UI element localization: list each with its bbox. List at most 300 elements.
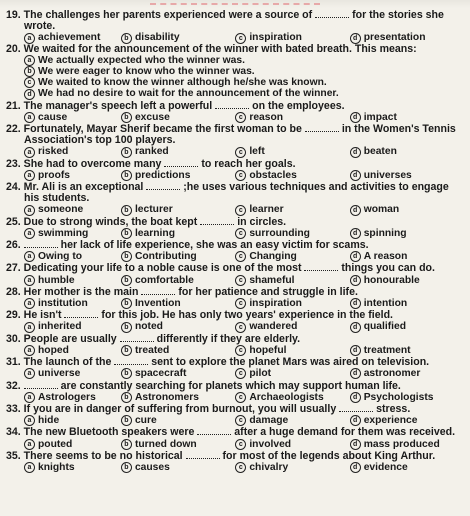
answer-blank[interactable]	[64, 309, 98, 318]
option-d[interactable]	[350, 275, 466, 286]
option-letter-b: b	[121, 205, 132, 216]
answer-blank[interactable]	[339, 403, 373, 412]
question-text: stress.	[373, 402, 411, 415]
option-letter-d: d	[350, 205, 361, 216]
option-a[interactable]	[24, 298, 121, 309]
option-row	[6, 228, 466, 239]
option-a[interactable]	[24, 275, 121, 286]
question-21	[6, 100, 466, 123]
option-letter-a: a	[24, 170, 35, 181]
option-letter-b: b	[121, 170, 132, 181]
option-b[interactable]	[121, 298, 235, 309]
option-c[interactable]	[235, 415, 349, 426]
option-text: ranked	[134, 146, 169, 158]
option-d[interactable]	[350, 228, 466, 239]
question-text: We waited for the announcement of the winner with bated breath. This means:	[23, 42, 417, 55]
option-d[interactable]	[350, 251, 466, 262]
option-letter-b: b	[24, 66, 35, 77]
question-text: ;he uses various techniques and activities to engage	[180, 181, 449, 194]
option-text: Psychologists	[363, 391, 434, 403]
option-c[interactable]	[235, 392, 349, 403]
option-letter-b: b	[121, 298, 132, 309]
option-letter-d: d	[350, 170, 361, 181]
option-letter-d: d	[350, 439, 361, 450]
option-text: shameful	[249, 274, 295, 286]
answer-blank[interactable]	[304, 262, 338, 271]
question-29	[6, 309, 466, 332]
answer-blank[interactable]	[164, 158, 198, 167]
question-text: things you can do.	[338, 262, 435, 275]
option-d[interactable]	[350, 298, 466, 309]
option-c[interactable]	[235, 321, 349, 332]
option-letter-d: d	[350, 392, 361, 403]
question-stem	[6, 9, 466, 21]
option-d[interactable]	[350, 415, 466, 426]
option-text: woman	[363, 204, 400, 216]
option-row	[6, 298, 466, 309]
option-letter-c: c	[235, 205, 246, 216]
option-text: left	[249, 146, 265, 158]
option-letter-a: a	[24, 439, 35, 450]
option-c[interactable]	[235, 228, 349, 239]
question-text: He isn't	[23, 309, 65, 322]
option-letter-b: b	[121, 251, 132, 262]
option-b[interactable]	[121, 439, 235, 450]
option-text: inspiration	[249, 298, 302, 310]
option-c[interactable]	[235, 146, 349, 157]
option-d[interactable]	[350, 146, 466, 157]
option-a[interactable]	[24, 170, 121, 181]
answer-blank[interactable]	[200, 216, 234, 225]
option-row	[6, 415, 466, 426]
option-text: treated	[134, 344, 170, 356]
question-stem	[6, 309, 466, 321]
question-20	[6, 44, 466, 100]
option-text: beaten	[363, 146, 397, 158]
option-text: treatment	[363, 344, 411, 356]
question-sheet	[6, 9, 466, 473]
option-text: damage	[249, 415, 289, 427]
option-text: Astronomers	[134, 391, 200, 403]
option-text: knights	[38, 461, 75, 473]
option-letter-d: d	[350, 228, 361, 239]
option-d[interactable]	[24, 88, 466, 99]
question-number: 22.	[6, 123, 24, 136]
option-b[interactable]	[121, 345, 235, 356]
option-letter-c: c	[235, 228, 246, 239]
question-text: for the stories she	[349, 9, 444, 21]
option-d[interactable]	[350, 345, 466, 356]
question-stem	[6, 380, 466, 392]
option-text: noted	[134, 321, 163, 333]
option-d[interactable]	[350, 170, 466, 181]
option-text: pouted	[38, 438, 73, 450]
option-row	[6, 321, 466, 332]
option-text: mass produced	[363, 438, 440, 450]
option-row	[6, 170, 466, 181]
option-b[interactable]	[121, 275, 235, 286]
option-letter-b: b	[121, 322, 132, 333]
option-letter-a: a	[24, 251, 35, 262]
question-number: 21.	[6, 99, 24, 112]
option-row	[6, 146, 466, 157]
option-a[interactable]	[24, 112, 121, 123]
dashed-line	[150, 3, 320, 5]
option-b[interactable]	[121, 321, 235, 332]
option-letter-d: d	[350, 345, 361, 356]
option-c[interactable]	[24, 77, 466, 88]
option-text: wandered	[249, 321, 298, 333]
option-letter-c: c	[235, 322, 246, 333]
answer-blank[interactable]	[186, 450, 220, 459]
question-text: Mr. Ali is an exceptional	[23, 181, 147, 194]
option-letter-c: c	[235, 33, 246, 44]
option-row	[6, 439, 466, 450]
option-letter-c: c	[235, 170, 246, 181]
option-text: experience	[363, 415, 418, 427]
answer-blank[interactable]	[120, 333, 154, 342]
question-19	[6, 9, 466, 44]
question-text: People are usually	[23, 332, 120, 345]
question-number: 29.	[6, 309, 24, 322]
option-text: comfortable	[134, 274, 194, 286]
option-text: We were eager to know who the winner was.	[38, 66, 255, 78]
option-text: universe	[38, 368, 81, 380]
option-d[interactable]	[350, 368, 466, 379]
question-stem	[6, 216, 466, 228]
option-c[interactable]	[235, 462, 349, 473]
option-text: surrounding	[249, 227, 310, 239]
option-letter-b: b	[121, 392, 132, 403]
question-25	[6, 216, 466, 239]
option-letter-d: d	[350, 415, 361, 426]
question-text: Her mother is the main	[23, 285, 142, 298]
question-text: The manager's speech left a powerful	[23, 99, 216, 112]
question-stem-continued: wrote.	[24, 20, 56, 33]
question-text: The challenges her parents experienced were a source of	[23, 9, 316, 21]
option-letter-c: c	[235, 251, 246, 262]
option-c[interactable]	[235, 112, 349, 123]
question-text: If you are in danger of suffering from burnout, you will usually	[23, 402, 340, 415]
question-number: 27.	[6, 262, 24, 275]
option-d[interactable]	[350, 321, 466, 332]
option-letter-d: d	[350, 147, 361, 158]
option-letter-c: c	[235, 439, 246, 450]
question-text: Dedicating your life to a noble cause is one of the most	[23, 262, 305, 275]
option-text: someone	[38, 204, 84, 216]
option-text: excuse	[134, 111, 170, 123]
option-letter-a: a	[24, 228, 35, 239]
option-letter-b: b	[121, 112, 132, 123]
option-letter-a: a	[24, 345, 35, 356]
answer-blank[interactable]	[315, 9, 349, 18]
option-text: universes	[363, 169, 412, 181]
answer-blank[interactable]	[141, 286, 175, 295]
option-letter-b: b	[121, 33, 132, 44]
question-stem	[6, 356, 466, 368]
option-text: inherited	[38, 321, 82, 333]
question-31	[6, 356, 466, 379]
question-stem	[6, 262, 466, 274]
option-c[interactable]	[235, 251, 349, 262]
question-number: 30.	[6, 332, 24, 345]
option-a[interactable]	[24, 251, 121, 262]
question-text: Due to strong winds, the boat kept	[23, 215, 201, 228]
option-a[interactable]	[24, 368, 121, 379]
option-text: risked	[38, 146, 69, 158]
question-text: She had to overcome many	[23, 157, 165, 170]
question-stem	[6, 239, 466, 251]
option-letter-d: d	[350, 275, 361, 286]
option-list	[6, 55, 466, 100]
option-text: obstacles	[249, 169, 297, 181]
question-35	[6, 450, 466, 473]
option-letter-c: c	[235, 112, 246, 123]
option-text: institution	[38, 298, 88, 310]
question-text: are constantly searching for planets which may support human life.	[57, 379, 401, 392]
option-row	[6, 204, 466, 215]
option-b[interactable]	[121, 170, 235, 181]
option-b[interactable]	[121, 112, 235, 123]
option-a[interactable]	[24, 392, 121, 403]
question-number: 33.	[6, 402, 24, 415]
option-letter-a: a	[24, 33, 35, 44]
option-c[interactable]	[235, 275, 349, 286]
question-23	[6, 158, 466, 181]
option-text: lecturer	[134, 204, 173, 216]
question-34	[6, 426, 466, 449]
option-text: impact	[363, 111, 397, 123]
option-b[interactable]	[121, 368, 235, 379]
question-stem	[6, 286, 466, 298]
option-row	[6, 462, 466, 473]
option-letter-a: a	[24, 112, 35, 123]
option-d[interactable]	[350, 392, 466, 403]
answer-blank[interactable]	[197, 426, 231, 435]
option-row	[6, 112, 466, 123]
question-32	[6, 380, 466, 403]
answer-blank[interactable]	[305, 123, 339, 132]
option-letter-b: b	[121, 415, 132, 426]
option-text: cause	[38, 111, 68, 123]
option-d[interactable]	[350, 439, 466, 450]
option-text: presentation	[363, 32, 426, 44]
option-letter-d: d	[350, 462, 361, 473]
question-number: 24.	[6, 181, 24, 194]
option-text: qualified	[363, 321, 407, 333]
question-30	[6, 333, 466, 356]
option-text: learning	[134, 227, 175, 239]
answer-blank[interactable]	[24, 380, 58, 389]
option-row	[6, 345, 466, 356]
option-letter-a: a	[24, 322, 35, 333]
option-text: We actually expected who the winner was.	[38, 54, 245, 66]
option-letter-b: b	[121, 345, 132, 356]
question-text: differently if they are elderly.	[153, 332, 301, 345]
option-c[interactable]	[235, 345, 349, 356]
option-b[interactable]	[121, 462, 235, 473]
option-c[interactable]	[235, 170, 349, 181]
question-number: 26.	[6, 239, 24, 252]
option-c[interactable]	[235, 204, 349, 215]
option-text: achievement	[38, 32, 101, 44]
option-letter-a: a	[24, 205, 35, 216]
option-b[interactable]	[121, 392, 235, 403]
option-letter-d: d	[350, 322, 361, 333]
option-b[interactable]	[121, 251, 235, 262]
option-row	[6, 251, 466, 262]
option-b[interactable]	[121, 204, 235, 215]
option-d[interactable]	[350, 204, 466, 215]
option-a[interactable]	[24, 146, 121, 157]
question-text: for most of the legends about King Arthur.	[219, 449, 436, 462]
option-text: hide	[38, 415, 60, 427]
option-text: Owing to	[38, 251, 83, 263]
option-text: hopeful	[249, 344, 287, 356]
question-text: her lack of life experience, she was an easy victim for scams.	[57, 239, 369, 252]
question-text: on the employees.	[249, 99, 345, 112]
option-text: hoped	[38, 344, 69, 356]
option-a[interactable]	[24, 228, 121, 239]
option-c[interactable]	[235, 368, 349, 379]
option-letter-a: a	[24, 392, 35, 403]
option-letter-a: a	[24, 147, 35, 158]
answer-blank[interactable]	[146, 181, 180, 190]
option-text: cure	[134, 415, 157, 427]
question-text: sent to explore the planet Mars was aired on television.	[148, 356, 430, 369]
option-a[interactable]	[24, 462, 121, 473]
question-text: in the Women's Tennis	[338, 123, 456, 136]
option-b[interactable]	[24, 66, 466, 77]
option-letter-b: b	[121, 439, 132, 450]
question-number: 31.	[6, 356, 24, 369]
question-stem	[6, 450, 466, 462]
option-a[interactable]	[24, 415, 121, 426]
question-number: 19.	[6, 9, 24, 21]
question-number: 28.	[6, 285, 24, 298]
option-text: humble	[38, 274, 75, 286]
option-text: disability	[134, 32, 180, 44]
option-text: spacecraft	[134, 368, 187, 380]
option-text: astronomer	[363, 368, 421, 380]
option-text: Archaeologists	[249, 391, 324, 403]
top-edge	[0, 0, 470, 8]
option-a[interactable]	[24, 55, 466, 66]
option-letter-d: d	[24, 89, 35, 100]
option-c[interactable]	[235, 298, 349, 309]
option-b[interactable]	[121, 415, 235, 426]
question-26	[6, 239, 466, 262]
answer-blank[interactable]	[215, 100, 249, 109]
question-number: 34.	[6, 426, 24, 439]
question-stem	[6, 426, 466, 438]
option-letter-c: c	[24, 77, 35, 88]
question-number: 20.	[6, 42, 24, 55]
option-letter-c: c	[235, 275, 246, 286]
option-letter-b: b	[121, 228, 132, 239]
option-text: evidence	[363, 461, 408, 473]
option-a[interactable]	[24, 439, 121, 450]
option-letter-a: a	[24, 462, 35, 473]
option-text: spinning	[363, 227, 407, 239]
question-stem	[6, 158, 466, 170]
option-text: pilot	[249, 368, 272, 380]
option-d[interactable]	[350, 462, 466, 473]
option-b[interactable]	[121, 228, 235, 239]
option-text: Contributing	[134, 251, 197, 263]
option-a[interactable]	[24, 321, 121, 332]
option-text: A reason	[363, 251, 408, 263]
option-letter-c: c	[235, 368, 246, 379]
answer-blank[interactable]	[24, 239, 58, 248]
option-a[interactable]	[24, 204, 121, 215]
question-28	[6, 286, 466, 309]
option-text: We waited to know the winner although he/she was known.	[38, 77, 327, 89]
option-letter-a: a	[24, 55, 35, 66]
option-text: Astrologers	[38, 391, 96, 403]
option-c[interactable]	[235, 439, 349, 450]
question-text: Fortunately, Mayar Sherif became the first woman to be	[23, 123, 305, 136]
option-text: turned down	[134, 438, 197, 450]
question-text: in circles.	[234, 215, 287, 228]
question-text: The launch of the	[23, 356, 115, 369]
option-text: Changing	[249, 251, 297, 263]
option-letter-b: b	[121, 462, 132, 473]
question-text: to reach her goals.	[198, 157, 296, 170]
option-letter-c: c	[235, 147, 246, 158]
question-22	[6, 123, 466, 158]
option-letter-c: c	[235, 345, 246, 356]
option-row	[6, 368, 466, 379]
option-text: causes	[134, 461, 170, 473]
answer-blank[interactable]	[114, 356, 148, 365]
question-stem-continued: Association's top 100 players.	[24, 134, 176, 147]
option-row	[6, 392, 466, 403]
question-text: for her patience and struggle in life.	[175, 285, 358, 298]
option-text: We had no desire to wait for the announcement of the winner.	[38, 88, 339, 100]
option-row	[6, 275, 466, 286]
question-number: 25.	[6, 215, 24, 228]
option-d[interactable]	[350, 112, 466, 123]
option-letter-a: a	[24, 298, 35, 309]
question-number: 35.	[6, 449, 24, 462]
option-letter-d: d	[350, 112, 361, 123]
option-text: Invention	[134, 298, 181, 310]
question-33	[6, 403, 466, 426]
option-text: swimming	[38, 227, 89, 239]
option-text: learner	[249, 204, 284, 216]
option-letter-c: c	[235, 392, 246, 403]
option-letter-b: b	[121, 368, 132, 379]
option-letter-d: d	[350, 33, 361, 44]
option-letter-d: d	[350, 368, 361, 379]
option-a[interactable]	[24, 345, 121, 356]
option-letter-c: c	[235, 415, 246, 426]
option-text: inspiration	[249, 32, 302, 44]
question-27	[6, 262, 466, 285]
option-b[interactable]	[121, 146, 235, 157]
question-stem	[6, 333, 466, 345]
question-text: The new Bluetooth speakers were	[23, 426, 198, 439]
option-text: honourable	[363, 274, 420, 286]
option-letter-b: b	[121, 275, 132, 286]
option-text: involved	[249, 438, 292, 450]
option-letter-a: a	[24, 368, 35, 379]
option-letter-a: a	[24, 415, 35, 426]
option-letter-d: d	[350, 251, 361, 262]
question-stem	[6, 44, 466, 55]
option-letter-a: a	[24, 275, 35, 286]
